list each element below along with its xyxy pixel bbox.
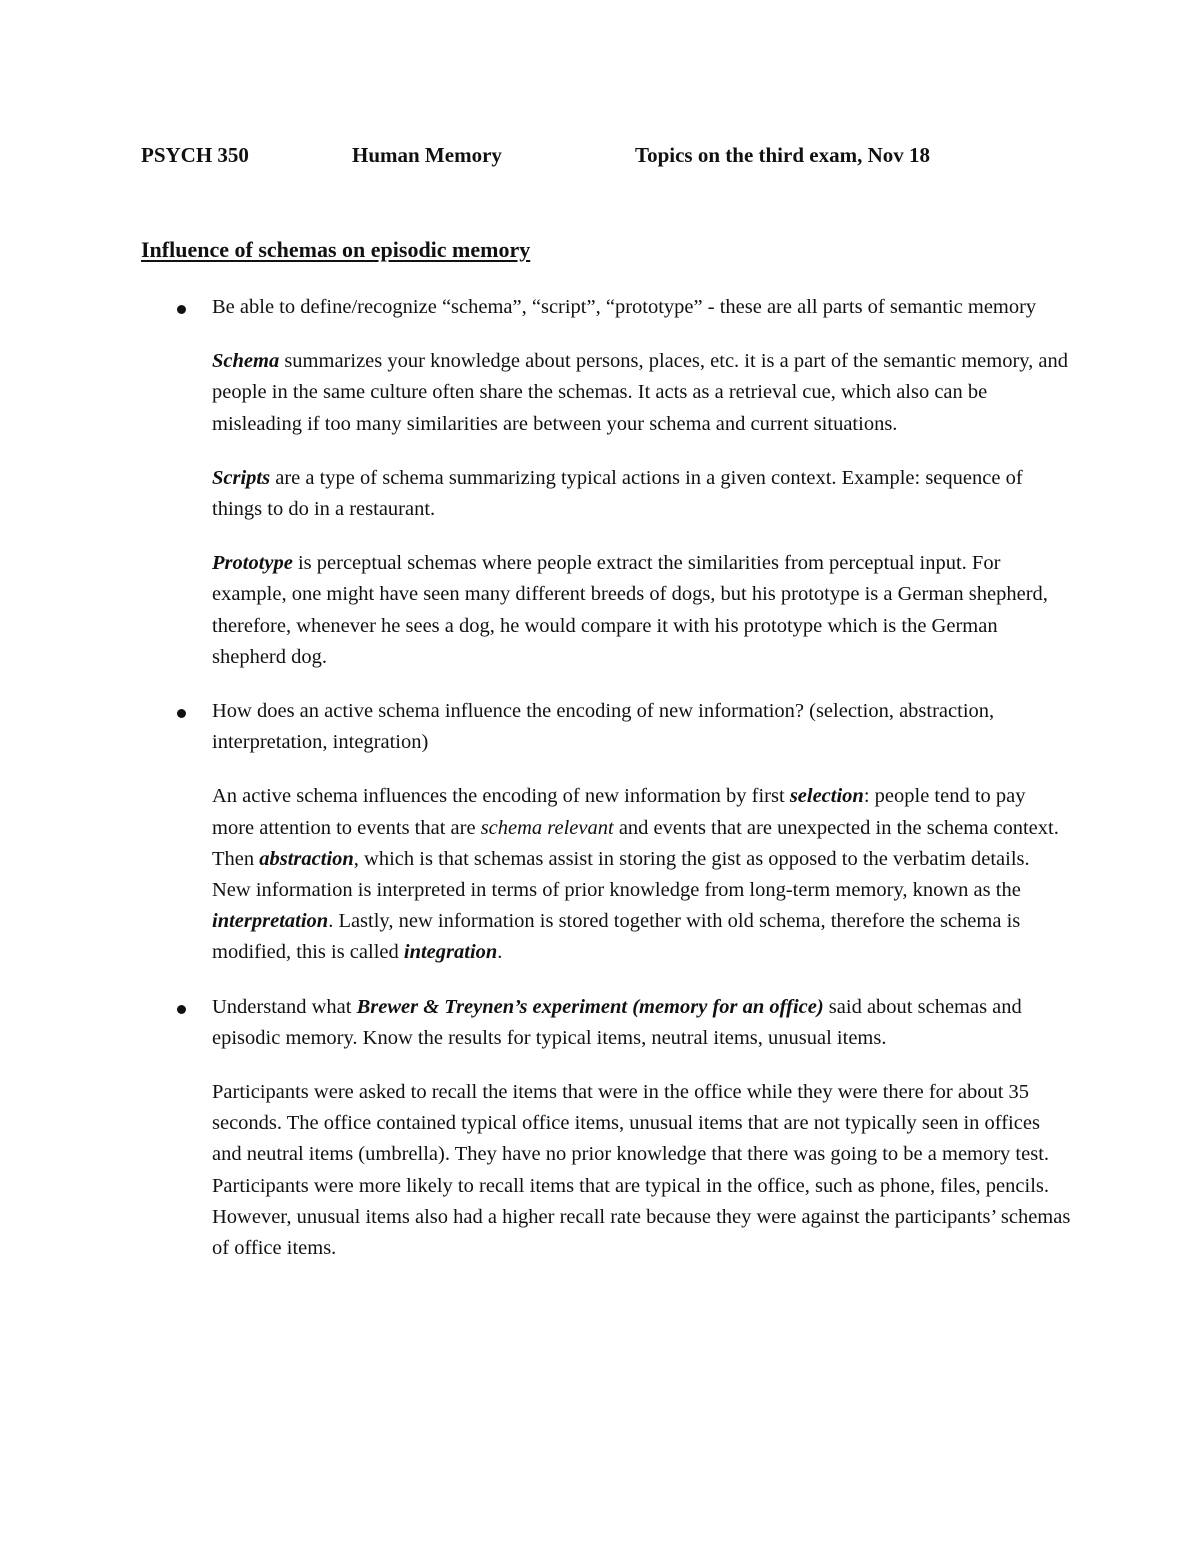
term-schema-relevant: schema relevant [480, 816, 614, 839]
question-text: said about schemas and episodic memory. Know the results for typical items, neutral items, unusual items. [212, 995, 1022, 1049]
page-header [141, 143, 1041, 173]
prototype-text: is perceptual schemas where people extract the similarities from perceptual input. For example, one might have seen many different breeds of dogs, but his prototype is a German shepherd, therefore, whenever he sees a dog, he would compare it with his prototype which is the German shepherd dog. [212, 552, 1048, 668]
course-code: PSYCH 350 [141, 143, 249, 167]
question-text: Understand what [212, 995, 357, 1018]
prototype-definition [212, 548, 1072, 673]
answer-text: and events that are unexpected in the schema context. Then [212, 816, 1059, 870]
term-selection: selection [789, 785, 864, 808]
schema-definition [212, 346, 1072, 440]
experiment-answer: Participants were asked to recall the items that were in the office while they were there for about 35 seconds. The office contained typical office items, unusual items that are not typically seen in offices and neutral items (umbrella). They have no prior knowledge that there was going to be a memory test. Participants were more likely to recall items that are typical in the office, such as phone, files, pencils. However, unusual items also had a higher recall rate because they were against the participants’ schemas of office items. [212, 1081, 1071, 1260]
answer-text: An active schema influences the encoding of new information by first [212, 785, 790, 808]
term-interpretation: interpretation [212, 910, 329, 933]
bullet-item-experiment [212, 992, 1072, 1054]
answer-text: , which is that schemas assist in storing the gist as opposed to the verbatim details. New information is interpreted in terms of prior knowledge from long-term memory, known as the [212, 847, 1030, 902]
term-prototype: Prototype [212, 552, 293, 575]
answer-text: . Lastly, new information is stored together with old schema, therefore the schema is modified, this is called [212, 910, 1021, 964]
answer-text: . [497, 941, 503, 964]
content-body [212, 292, 1072, 1264]
answer-text: : people tend to pay more attention to events that are [212, 785, 1026, 839]
term-abstraction: abstraction [259, 847, 354, 870]
scripts-text: are a type of schema summarizing typical actions in a given context. Example: sequence of things to do in a restaurant. [212, 466, 1023, 521]
schema-text: summarizes your knowledge about persons, places, etc. it is a part of the semantic memory, and people in the same culture often share the schemas. It acts as a retrieval cue, which also can be misleading if too many similarities are between your schema and current situations. [212, 350, 1069, 435]
section-heading: Influence of schemas on episodic memory [141, 237, 531, 262]
active-schema-answer [212, 781, 1072, 968]
scripts-definition [212, 463, 1072, 525]
course-title: Human Memory [352, 143, 502, 167]
experiment-name: Brewer & Treynen’s experiment (memory for an office) [356, 995, 824, 1018]
bullet-item-active-schema: How does an active schema influence the encoding of new information? (selection, abstraction, interpretation, integration) [212, 696, 1072, 758]
term-schema: Schema [212, 350, 280, 373]
exam-topic: Topics on the third exam, Nov 18 [635, 143, 930, 167]
term-integration: integration [403, 941, 498, 964]
bullet-item-definitions: Be able to define/recognize “schema”, “script”, “prototype” - these are all parts of semantic memory [212, 292, 1072, 323]
term-scripts: Scripts [212, 466, 271, 489]
